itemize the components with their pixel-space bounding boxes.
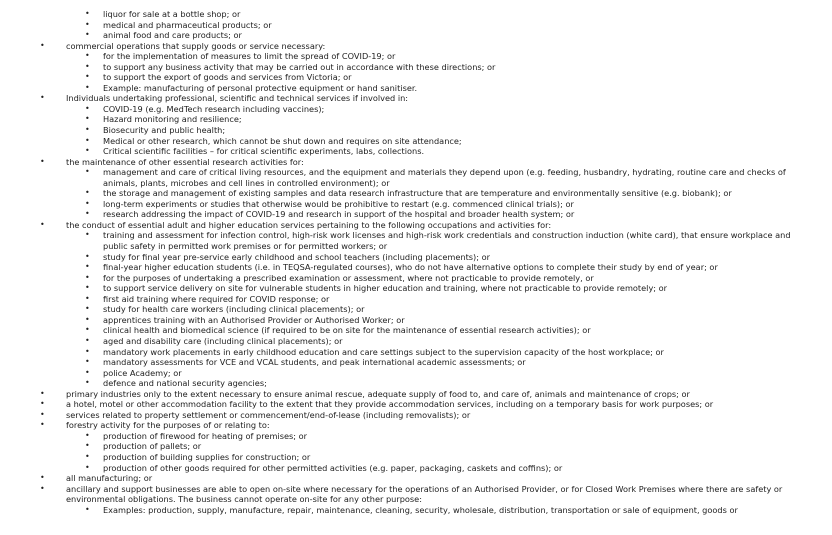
list-item-text: Biosecurity and public health; [103, 125, 226, 136]
bullet-icon: • [85, 293, 90, 303]
list-item-text: study for health care workers (including clinical placements); or [103, 304, 365, 315]
bullet-icon: • [85, 125, 90, 135]
list-item-text: Medical or other research, which cannot be shut down and requires on site attendance; [103, 135, 462, 146]
list-item-text: mandatory assessments for VCE and VCAL students, and peak international academic assessments; or [103, 357, 526, 368]
bullet-icon: • [85, 146, 90, 156]
list-item-text: the conduct of essential adult and higher education services pertaining to the following occupations and activities for: [66, 219, 552, 230]
list-item-text: study for final year pre-service early childhood and school teachers (including placements); or [103, 251, 490, 262]
list-item-text: Examples: production, supply, manufacture, repair, maintenance, cleaning, security, wholesale, distribution, transportation or sale of equipment, goods or [103, 504, 738, 515]
bullet-icon: • [85, 262, 90, 272]
list-item [0, 452, 832, 463]
list-item-text: Individuals undertaking professional, scientific and technical services if involved in: [66, 93, 409, 104]
list-item [0, 62, 832, 73]
bullet-icon: • [85, 335, 90, 345]
list-item-text: the maintenance of other essential research activities for: [66, 156, 304, 167]
bullet-icon: • [40, 473, 45, 483]
list-item-text: to support service delivery on site for vulnerable students in higher education and training, where not practicable to provide remotely; or [103, 283, 668, 294]
list-item [0, 230, 832, 251]
list-item-text: a hotel, motel or other accommodation facility to the extent that they provide accommodation services, including on a temporary basis for work purposes; or [66, 399, 714, 410]
list-item-text: apprentices training with an Authorised Provider or Authorised Worker; or [103, 314, 405, 325]
bullet-icon: • [85, 9, 90, 18]
list-item [0, 220, 832, 231]
list-item [0, 315, 832, 326]
list-item [0, 93, 832, 104]
bullet-icon: • [85, 378, 90, 388]
bullet-icon: • [85, 135, 90, 145]
list-item [0, 104, 832, 115]
list-item [0, 463, 832, 474]
list-item-text: aged and disability care (including clinical placements); or [103, 335, 343, 346]
list-item [0, 252, 832, 263]
list-item [0, 20, 832, 31]
bullet-icon: • [85, 325, 90, 335]
list-item [0, 399, 832, 410]
list-item [0, 114, 832, 125]
bullet-icon: • [40, 93, 45, 103]
bullet-icon: • [40, 156, 45, 166]
list-item [0, 273, 832, 284]
list-item [0, 378, 832, 389]
bullet-icon: • [85, 51, 90, 61]
list-item [0, 505, 832, 516]
list-item-text: production of other goods required for other permitted activities (e.g. paper, packaging, caskets and coffins); or [103, 462, 563, 473]
bullet-icon: • [85, 61, 90, 71]
bullet-icon: • [85, 188, 90, 198]
bullet-icon: • [85, 430, 90, 440]
list-item-text: Critical scientific facilities – for critical scientific experiments, labs, collections. [103, 146, 425, 157]
list-item-text: medical and pharmaceutical products; or [103, 19, 272, 30]
list-item [0, 199, 832, 210]
list-item [0, 30, 832, 41]
list-item [0, 157, 832, 168]
bullet-icon: • [85, 357, 90, 367]
list-item-text: first aid training where required for COVID response; or [103, 293, 330, 304]
list-item-text: production of building supplies for construction; or [103, 451, 311, 462]
bullet-icon: • [40, 399, 45, 409]
bullet-icon: • [85, 19, 90, 29]
list-item [0, 347, 832, 358]
list-item [0, 473, 832, 484]
list-item [0, 368, 832, 379]
list-item-text: final-year higher education students (i.e. in TEQSA-regulated courses), who do not have alternative options to complete their study by end of year; or [103, 262, 718, 273]
list-item-text: liquor for sale at a bottle shop; or [103, 9, 241, 19]
list-item-text: the storage and management of existing samples and data research infrastructure that are temperature and environmentally sensitive (e.g. biobank); or [103, 188, 732, 199]
bullet-icon: • [40, 219, 45, 229]
list-item-text: Hazard monitoring and resilience; [103, 114, 242, 125]
list-item [0, 410, 832, 421]
list-item [0, 9, 832, 20]
list-item [0, 72, 832, 83]
list-item [0, 325, 832, 336]
bullet-icon: • [85, 114, 90, 124]
bullet-icon: • [40, 420, 45, 430]
list-item-text: primary industries only to the extent necessary to ensure animal rescue, adequate supply of food to, and care of, animals and maintenance of crops; or [66, 388, 690, 399]
bullet-icon: • [85, 504, 90, 514]
bullet-icon: • [40, 40, 45, 50]
list-item [0, 146, 832, 157]
list-item [0, 294, 832, 305]
list-item [0, 41, 832, 52]
list-item-text: police Academy; or [103, 367, 182, 378]
bullet-icon: • [85, 209, 90, 219]
bullet-icon: • [85, 304, 90, 314]
bullet-icon: • [40, 388, 45, 398]
list-item [0, 484, 832, 505]
list-item-text: commercial operations that supply goods or service necessary: [66, 40, 326, 51]
list-item [0, 283, 832, 294]
list-item [0, 389, 832, 400]
list-item-text: to support any business activity that may be carried out in accordance with these directions; or [103, 61, 496, 72]
list-item [0, 209, 832, 220]
list-item [0, 336, 832, 347]
list-item [0, 83, 832, 94]
bullet-icon: • [40, 483, 45, 493]
bullet-icon: • [85, 314, 90, 324]
list-item [0, 431, 832, 442]
bullet-icon: • [85, 367, 90, 377]
list-item [0, 262, 832, 273]
bullet-icon: • [85, 103, 90, 113]
list-item-text: for the purposes of undertaking a prescribed examination or assessment, where not practicable to provide remotely, or [103, 272, 594, 283]
bullet-icon: • [85, 462, 90, 472]
bullet-icon: • [85, 82, 90, 92]
list-item-text: defence and national security agencies; [103, 378, 267, 389]
list-item-text: clinical health and biomedical science (if required to be on site for the maintenance of essential research activities); or [103, 325, 591, 336]
bullet-icon: • [85, 441, 90, 451]
list-item [0, 51, 832, 62]
bullet-icon: • [85, 167, 90, 177]
bullet-icon: • [85, 346, 90, 356]
list-item-text: Example: manufacturing of personal protective equipment or hand sanitiser. [103, 82, 418, 93]
list-item-text: all manufacturing; or [66, 473, 153, 484]
list-item-text: mandatory work placements in early childhood education and care settings subject to the supervision capacity of the host workplace; or [103, 346, 664, 357]
bullet-icon: • [85, 272, 90, 282]
list-item-text: management and care of critical living resources, and the equipment and materials they depend upon (e.g. feeding, husbandry, hydrating, routine care and checks of animals, plants, microbes and cell lines in controlled environment); or [103, 167, 786, 188]
bullet-icon: • [85, 72, 90, 82]
list-item-text: to support the export of goods and services from Victoria; or [103, 72, 352, 83]
bullet-icon: • [85, 198, 90, 208]
bullet-icon: • [85, 451, 90, 461]
bullet-icon: • [85, 230, 90, 240]
list-item-text: forestry activity for the purposes of or relating to: [66, 420, 270, 431]
list-item-text: animal food and care products; or [103, 30, 242, 41]
list-item-text: long-term experiments or studies that otherwise would be prohibitive to restart (e.g. commenced clinical trials); or [103, 198, 574, 209]
list-item-text: ancillary and support businesses are able to open on-site where necessary for the operations of an Authorised Provider, or for Closed Work Premises where there are safety or environmental obligations. The business cannot operate on-site for any other purpose: [66, 483, 783, 505]
list-item-text: production of firewood for heating of premises; or [103, 430, 308, 441]
bullet-icon: • [85, 283, 90, 293]
bullet-icon: • [40, 409, 45, 419]
list-item [0, 125, 832, 136]
list-item-text: training and assessment for infection control, high-risk work licenses and high-risk work credentials and construction induction (white card), that ensure workplace and public safety in permitted work premises or for permitted workers; or [103, 230, 791, 252]
list-item-text: research addressing the impact of COVID-19 and research in support of the hospital and broader health system; or [103, 209, 575, 220]
list-item-text: for the implementation of measures to limit the spread of COVID-19; or [103, 51, 396, 62]
list-item-text: production of pallets; or [103, 441, 202, 452]
list-item [0, 357, 832, 368]
list-item-text: COVID-19 (e.g. MedTech research including vaccines); [103, 103, 325, 114]
list-item [0, 304, 832, 315]
list-item [0, 136, 832, 147]
bullet-icon: • [85, 251, 90, 261]
list-item [0, 167, 832, 188]
list-item [0, 441, 832, 452]
list-item [0, 188, 832, 199]
list-item-text: services related to property settlement or commencement/end-of-lease (including removalists); or [66, 409, 471, 420]
bullet-icon: • [85, 30, 90, 40]
list-item [0, 420, 832, 431]
